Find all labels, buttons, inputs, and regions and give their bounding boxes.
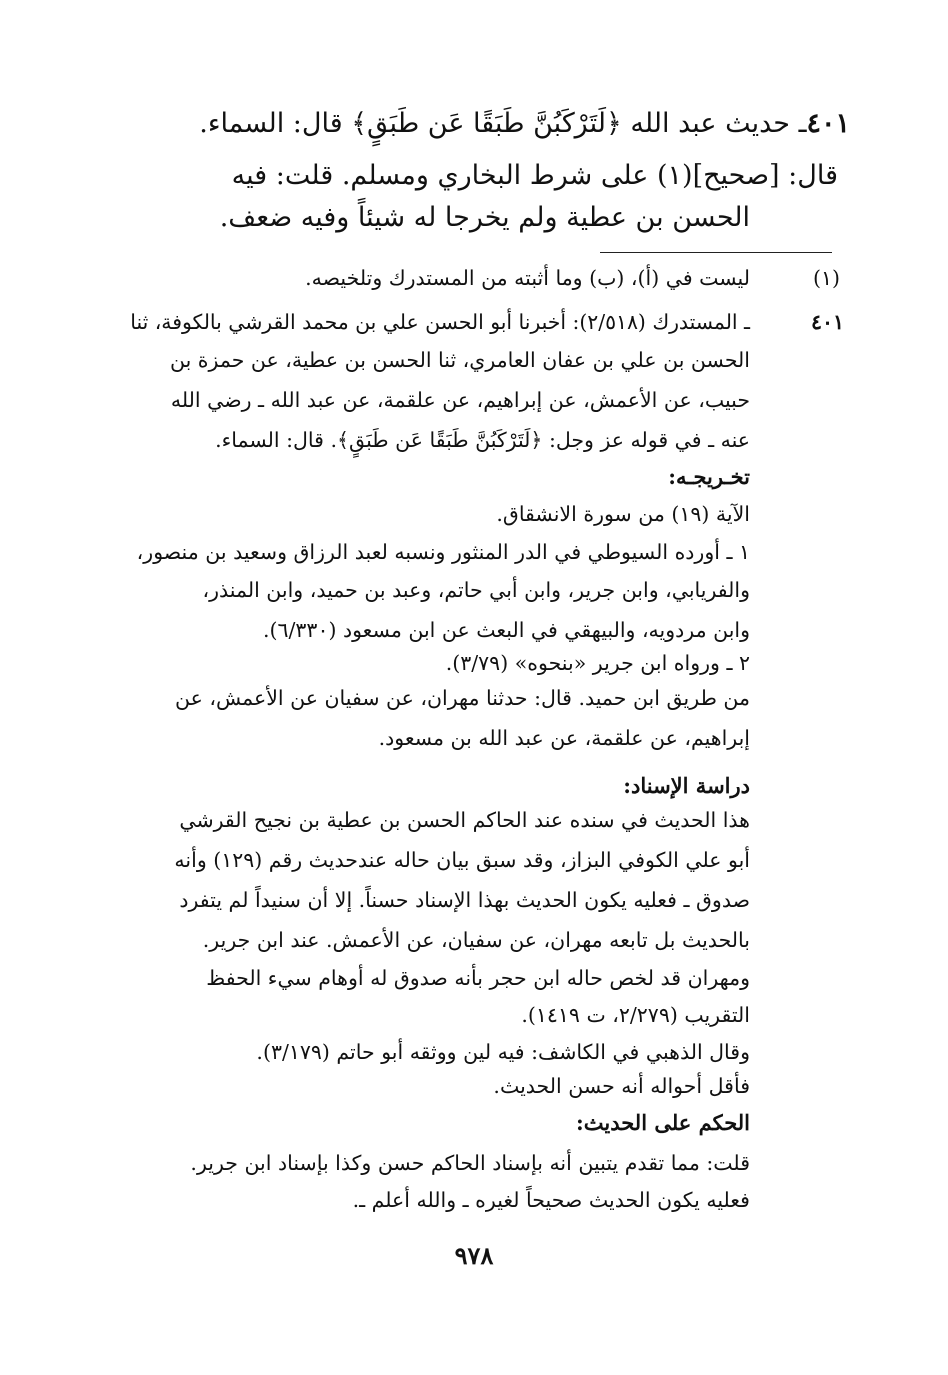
takhrij-line-5: ٢ ـ ورواه ابن جرير «بنحوه» (٣/٧٩). xyxy=(445,651,750,675)
page-number: ٩٧٨ xyxy=(454,1241,494,1270)
isnad-heading: دراسة الإسناد: xyxy=(623,773,750,798)
commentary-line-4: عنه ـ في قوله عز وجل: ﴿لَتَرْكَبُنَّ طَبَقًا عَن طَبَقٍ﴾. قال: السماء. xyxy=(215,428,750,452)
commentary-line-1: ـ المستدرك (٢/٥١٨): أخبرنا أبو الحسن علي بن محمد القرشي بالكوفة، ثنا xyxy=(130,310,750,334)
isnad-line-8: فأقل أحواله أنه حسن الحديث. xyxy=(493,1074,750,1098)
takhrij-line-7: إبراهيم، عن علقمة، عن عبد الله بن مسعود. xyxy=(378,726,750,750)
main-text-line-3: الحسن بن عطية ولم يخرجا له شيئاً وفيه ضعف. xyxy=(219,202,750,233)
isnad-line-6: التقريب (٢/٢٧٩، ت ١٤١٩). xyxy=(521,1003,750,1027)
main-text-line-2: قال: [صحيح](١) على شرط البخاري ومسلم. قلت: فيه xyxy=(231,160,838,191)
isnad-line-7: وقال الذهبي في الكاشف: فيه لين ووثقه أبو حاتم (٣/١٧٩). xyxy=(256,1040,750,1064)
footnote-separator xyxy=(600,252,832,253)
takhrij-line-4: وابن مردويه، والبيهقي في البعث عن ابن مسعود (٦/٣٣٠). xyxy=(262,618,750,642)
commentary-ref-number: ٤٠١ xyxy=(810,310,844,334)
takhrij-line-3: والفريابي، وابن جرير، وابن أبي حاتم، وعبد بن حميد، وابن المنذر، xyxy=(202,578,750,602)
isnad-line-5: ومهران قد لخص حاله ابن حجر بأنه صدوق له أوهام سيء الحفظ xyxy=(206,966,750,990)
isnad-line-3: صدوق ـ فعليه يكون الحديث بهذا الإسناد حسناً. إلا أن سنيداً لم يتفرد xyxy=(179,888,750,912)
isnad-line-4: بالحديث بل تابعه مهران، عن سفيان، عن الأعمش. عند ابن جرير. xyxy=(202,928,750,952)
takhrij-line-1: الآية (١٩) من سورة الانشقاق. xyxy=(496,502,750,526)
hadith-number: ٤٠١ xyxy=(806,108,850,139)
footnote-text: ليست في (أ)، (ب) وما أثبته من المستدرك وتلخيصه. xyxy=(305,266,750,290)
isnad-line-1: هذا الحديث في سنده عند الحاكم الحسن بن عطية بن نجيح القرشي xyxy=(179,808,750,832)
hukm-line-2: فعليه يكون الحديث صحيحاً لغيره ـ والله أعلم ـ. xyxy=(352,1188,750,1212)
takhrij-heading: تخـريجـه: xyxy=(668,464,750,489)
main-text-line-1 xyxy=(150,110,850,137)
commentary-line-2: الحسن بن علي بن عفان العامري، ثنا الحسن بن عطية، عن حمزة بن xyxy=(169,348,750,372)
isnad-line-2: أبو علي الكوفي البزاز، وقد سبق بيان حاله عندحديث رقم (١٢٩) وأنه xyxy=(174,848,750,872)
takhrij-line-2: ١ ـ أورده السيوطي في الدر المنثور ونسبه لعبد الرزاق وسعيد بن منصور، xyxy=(136,540,750,564)
commentary-line-3: حبيب، عن الأعمش، عن إبراهيم، عن علقمة، عن عبد الله ـ رضي الله xyxy=(170,388,750,412)
hukm-line-1: قلت: مما تقدم يتبين أنه بإسناد الحاكم حسن وكذا بإسناد ابن جرير. xyxy=(190,1151,750,1175)
takhrij-line-6: من طريق ابن حميد. قال: حدثنا مهران، عن سفيان عن الأعمش، عن xyxy=(175,686,750,710)
hadith-text: ـ حديث عبد الله ﴿لَتَرْكَبُنَّ طَبَقًا عَن طَبَقٍ﴾ قال: السماء. xyxy=(199,108,807,139)
hukm-heading: الحكم على الحديث: xyxy=(576,1110,750,1135)
footnote-marker: (١) xyxy=(812,266,840,290)
